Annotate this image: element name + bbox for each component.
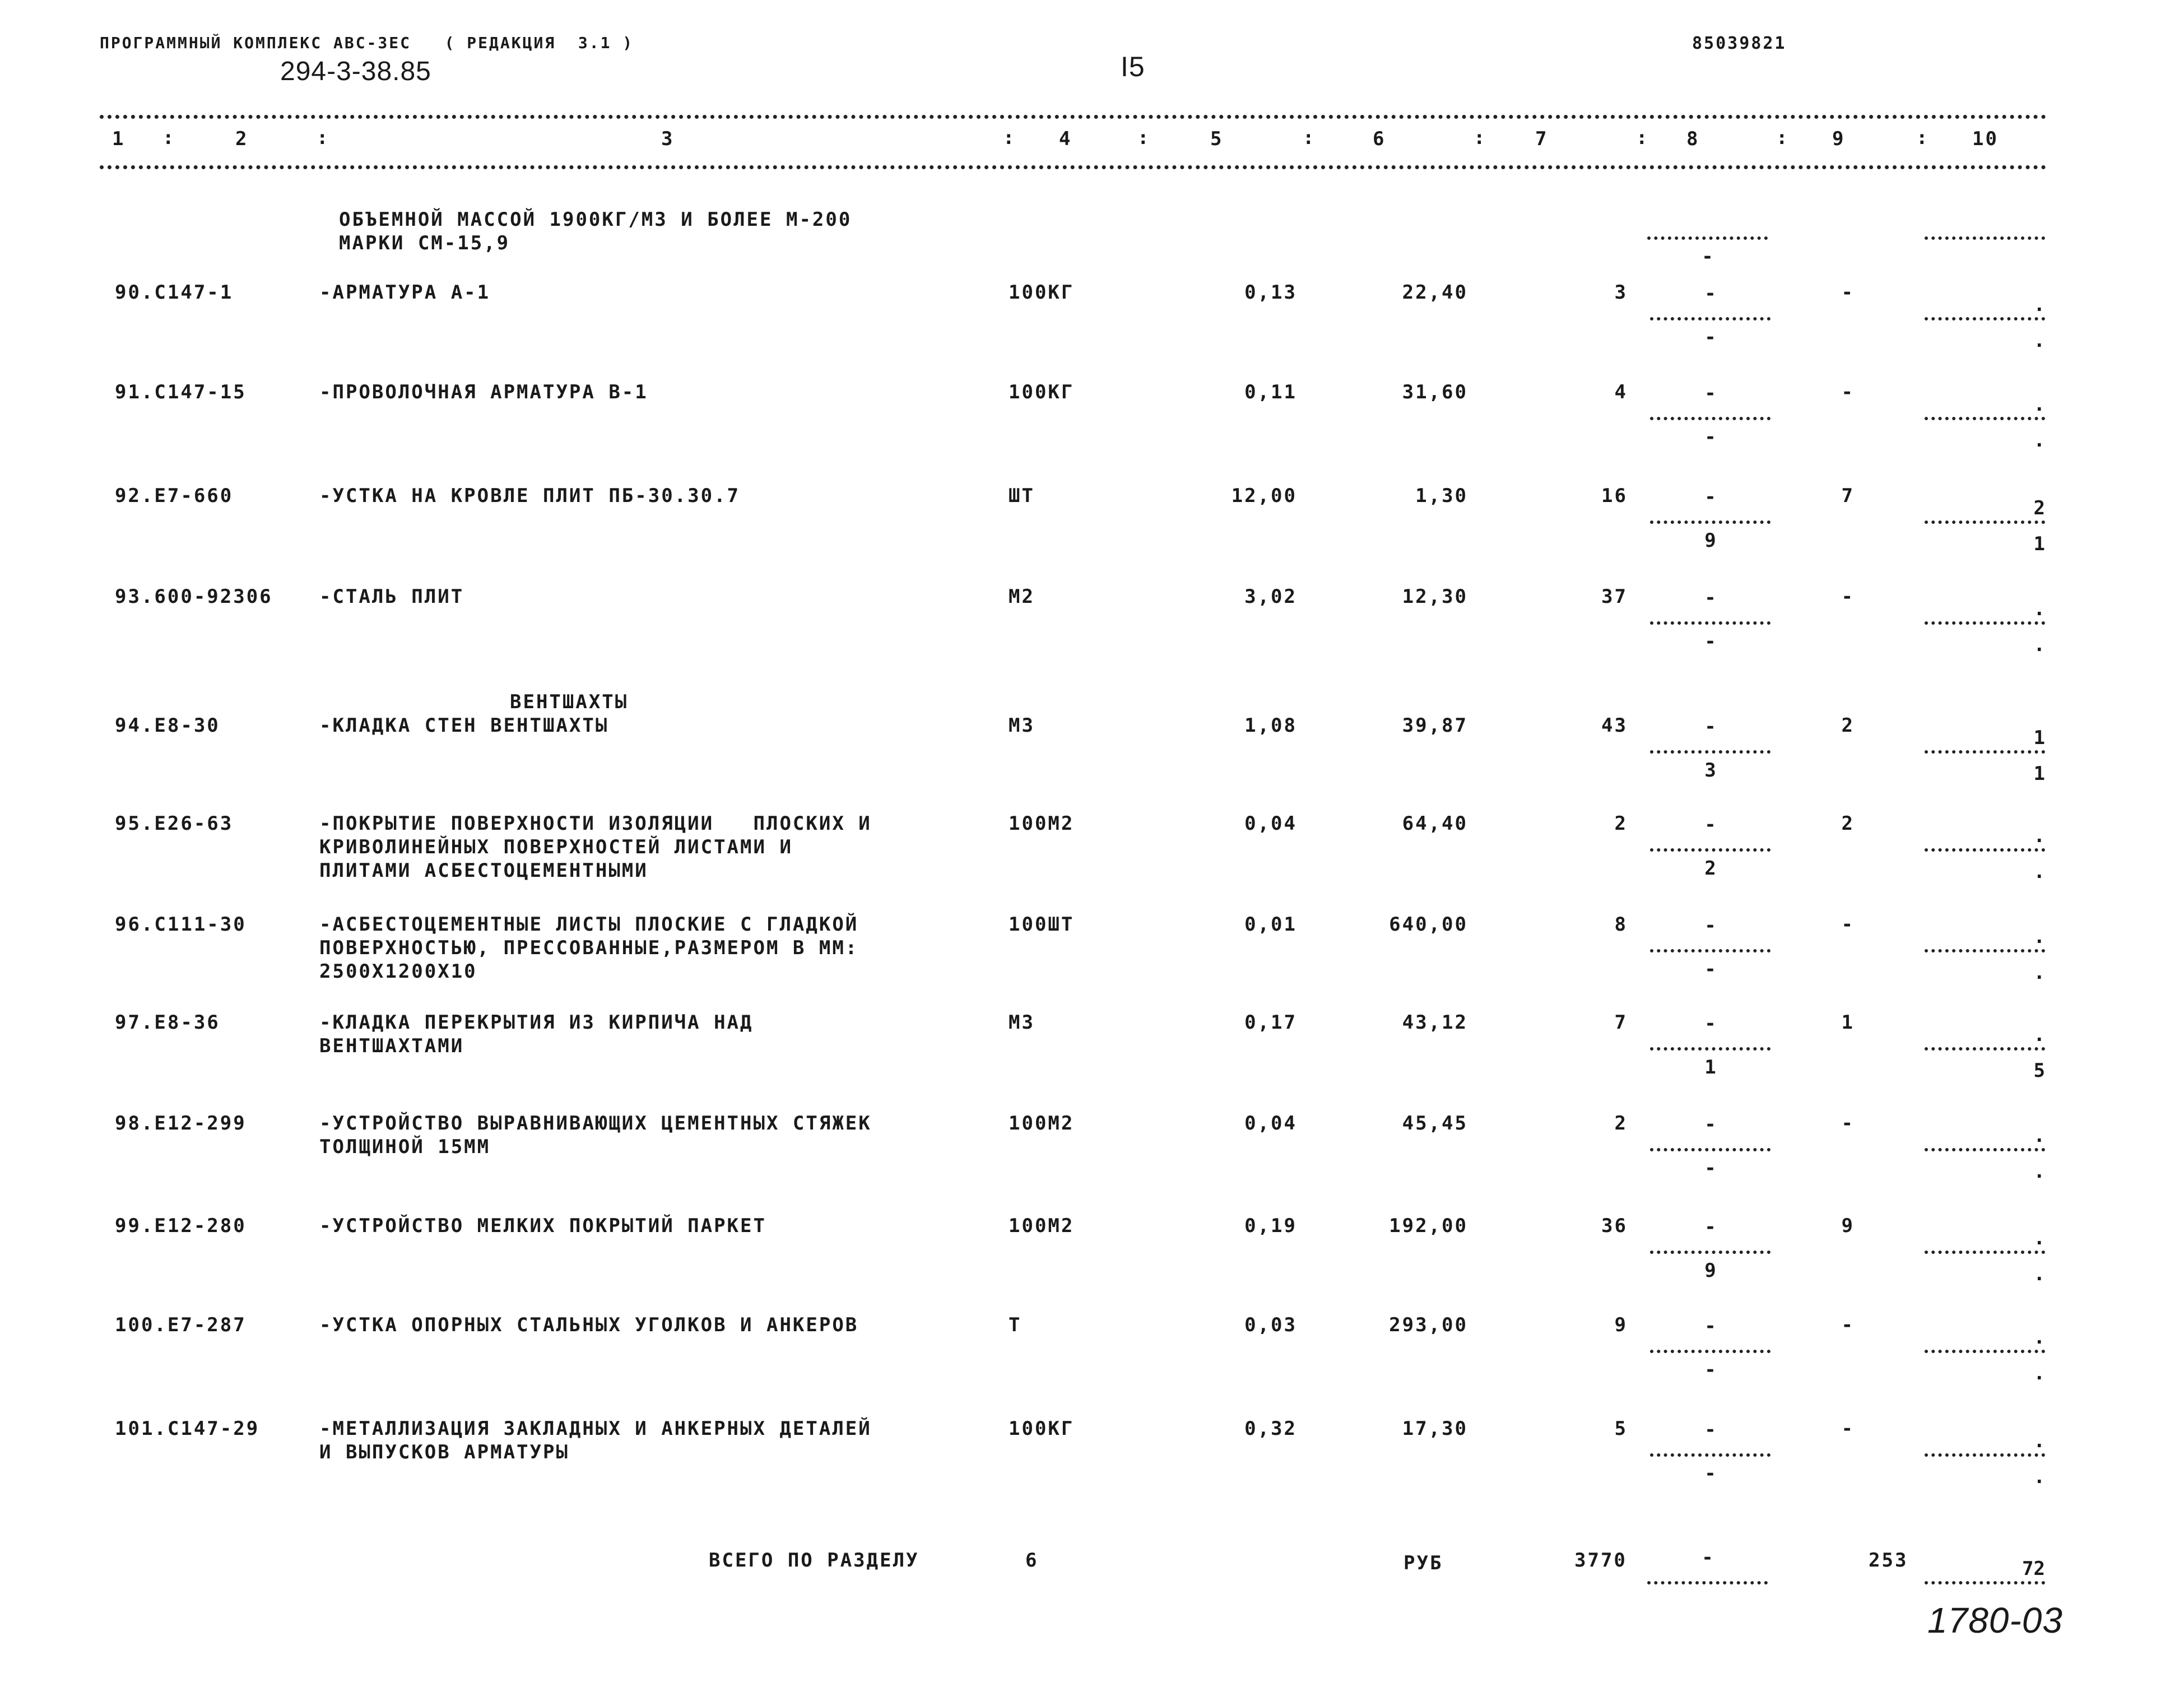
row-col10-bottom: . [2033,1466,2045,1488]
row-col8-fraction [1650,282,1771,355]
row-col7: 37 [1601,585,1628,608]
fraction-line [1925,848,2045,852]
column-separator: : [1916,127,1930,149]
row-description-line: ВЕНТШАХТАМИ [319,1035,464,1057]
row-description-line: -ПРОВОЛОЧНАЯ АРМАТУРА В-1 [319,381,648,403]
row-description-line: -УСТКА ОПОРНЫХ СТАЛЬНЫХ УГОЛКОВ И АНКЕРОВ [319,1314,859,1336]
fraction-line [1925,1148,2045,1151]
row-col8-top: - [1704,1216,1716,1238]
column-header-6: 6 [1373,128,1386,150]
row-code: 95.Е26-63 [115,812,234,835]
row-subheading: ВЕНТШАХТЫ [510,691,629,713]
row-col10-top: . [2033,1326,2045,1349]
row-col10-top: . [2033,1227,2045,1249]
row-description-line: -КЛАДКА СТЕН ВЕНТШАХТЫ [319,714,609,737]
row-col9: - [1841,381,1855,403]
row-unit: Т [1009,1314,1022,1336]
row-col10-bottom: . [2033,1263,2045,1285]
row-col7: 16 [1601,485,1628,507]
row-code: 94.Е8-30 [115,714,220,737]
column-header-7: 7 [1535,128,1549,150]
row-col10-fraction [1925,382,2045,455]
row-quantity: 0,32 [1244,1418,1297,1440]
total-col7: 3770 [1574,1549,1627,1572]
row-col8-fraction [1650,1113,1771,1186]
row-col10-bottom: 1 [2033,763,2045,785]
row-unit: 100КГ [1009,281,1075,304]
row-quantity: 12,00 [1231,485,1297,507]
row-col9: - [1841,585,1855,608]
row-description-line: ПОВЕРХНОСТЬЮ, ПРЕССОВАННЫЕ,РАЗМЕРОМ В ММ: [319,937,859,959]
row-col8-top: - [1704,1419,1716,1441]
fraction-line [1650,750,1771,754]
column-separator: : [317,127,330,149]
row-col10-top: . [2033,1430,2045,1452]
row-quantity: 0,04 [1244,812,1297,835]
row-col8-bottom: - [1704,326,1716,348]
row-col10-fraction [1925,914,2045,987]
doc-id: 85039821 [1692,34,1787,53]
column-header-1: 1 [112,128,126,150]
fraction-line [1650,520,1771,524]
row-description-line: -ПОКРЫТИЕ ПОВЕРХНОСТИ ИЗОЛЯЦИИ ПЛОСКИХ И [319,812,872,835]
fraction-line [1925,520,2045,524]
fraction-line [1925,317,2045,320]
handwritten-mark: 1780-03 [1927,1600,2063,1640]
row-col9: - [1841,1314,1855,1336]
row-col10-fraction [1925,715,2045,788]
column-header-5: 5 [1210,128,1224,150]
row-col10-fraction [1925,1315,2045,1388]
row-unit: 100ШТ [1009,913,1075,936]
row-col7: 2 [1614,1112,1628,1135]
row-col9: 2 [1841,812,1855,835]
row-quantity: 0,13 [1244,281,1297,304]
row-col9: 1 [1841,1011,1855,1034]
row-col9: - [1841,281,1855,304]
row-price: 640,00 [1389,913,1468,936]
row-col9: - [1841,913,1855,936]
row-col10-bottom: . [2033,1362,2045,1384]
row-col8-bottom: 2 [1704,857,1716,880]
row-unit: 100М2 [1009,1112,1075,1135]
row-price: 64,40 [1402,812,1468,835]
row-code: 92.Е7-660 [115,485,234,507]
total-col10: 72 [1925,1546,2045,1619]
row-col8-bottom: 1 [1704,1056,1716,1079]
row-col8-fraction [1650,1315,1771,1388]
row-col7: 7 [1614,1011,1628,1034]
row-code: 97.Е8-36 [115,1011,220,1034]
row-unit: ШТ [1009,485,1035,507]
row-code: 100.Е7-287 [115,1314,247,1336]
row-col10-top: . [2033,598,2045,620]
row-col8-fraction [1650,1216,1771,1289]
row-col7: 9 [1614,1314,1628,1336]
row-unit: 100КГ [1009,1418,1075,1440]
row-col7: 2 [1614,812,1628,835]
column-header-10: 10 [1972,128,1999,150]
row-quantity: 0,04 [1244,1112,1297,1135]
row-unit: 100М2 [1009,1215,1075,1237]
row-description-line: И ВЫПУСКОВ АРМАТУРЫ [319,1441,569,1463]
fraction-line [1650,949,1771,952]
row-col8-bottom: - [1704,958,1716,980]
fraction-line [1925,1047,2045,1051]
row-col10-fraction [1925,1012,2045,1085]
row-col8-bottom: - [1704,1157,1716,1179]
row-col8-fraction [1650,382,1771,455]
row-col9: - [1841,1112,1855,1135]
column-separator: : [1303,127,1316,149]
column-separator: : [1137,127,1151,149]
column-separator: : [1636,127,1649,149]
row-col10-bottom: . [2033,1160,2045,1183]
row-col10-top: 2 [2033,497,2045,519]
column-header-8: 8 [1686,128,1700,150]
row-col10-fraction [1925,587,2045,659]
row-code: 91.С147-15 [115,381,247,403]
row-price: 45,45 [1402,1112,1468,1135]
row-col8-bottom: - [1704,426,1716,448]
row-col7: 3 [1614,281,1628,304]
row-quantity: 0,17 [1244,1011,1297,1034]
row-col8-fraction [1650,587,1771,659]
row-col8-bottom: - [1704,1462,1716,1485]
row-unit: М2 [1009,585,1035,608]
row-col10-bottom: . [2033,861,2045,883]
row-col8-top: - [1704,587,1716,609]
row-col10-top: 1 [2033,727,2045,749]
row-description-line: ТОЛЩИНОЙ 15ММ [319,1136,491,1158]
row-col8-bottom: - [1704,1359,1716,1381]
row-code: 93.600-92306 [115,585,273,608]
column-header-9: 9 [1832,128,1846,150]
row-col10-bottom: . [2033,634,2045,656]
row-col7: 43 [1601,714,1628,737]
row-col8-fraction [1650,814,1771,886]
row-col9: 9 [1841,1215,1855,1237]
row-col8-bottom: 9 [1704,1260,1716,1282]
row-price: 293,00 [1389,1314,1468,1336]
row-price: 17,30 [1402,1418,1468,1440]
fraction-line [1650,1350,1771,1353]
total-section: 6 [1025,1549,1039,1572]
row-col8-bottom: 3 [1704,759,1716,782]
row-col9: - [1841,1418,1855,1440]
column-separator: : [1003,127,1016,149]
row-col8-top: - [1704,1315,1716,1337]
row-col10-fraction [1925,282,2045,355]
row-price: 192,00 [1389,1215,1468,1237]
row-col9: 2 [1841,714,1855,737]
row-col10-top: . [2033,294,2045,316]
row-code: 99.Е12-280 [115,1215,247,1237]
section-note-line-1: ОБЪЕМНОЙ МАССОЙ 1900КГ/М3 И БОЛЕЕ М-200 [339,208,852,231]
row-col8-fraction [1650,715,1771,788]
row-col8-top: - [1704,282,1716,305]
fraction-line [1650,417,1771,420]
row-col8-fraction [1650,914,1771,987]
row-description-line: КРИВОЛИНЕЙНЫХ ПОВЕРХНОСТЕЙ ЛИСТАМИ И [319,836,793,858]
total-col8: - [1647,1546,1768,1619]
column-header-4: 4 [1059,128,1072,150]
row-description-line: -МЕТАЛЛИЗАЦИЯ ЗАКЛАДНЫХ И АНКЕРНЫХ ДЕТАЛЕЙ [319,1418,872,1440]
total-col9: 253 [1869,1549,1908,1572]
row-col8-top: - [1704,486,1716,508]
row-col10-bottom: . [2033,429,2045,452]
row-description-line: -УСТКА НА КРОВЛЕ ПЛИТ ПБ-30.30.7 [319,485,741,507]
row-code: 96.С111-30 [115,913,247,936]
row-col10-bottom: . [2033,329,2045,352]
fraction-line [1925,1350,2045,1353]
row-col8-bottom: 9 [1704,529,1716,552]
row-price: 12,30 [1402,585,1468,608]
row-col10-fraction [1925,1419,2045,1491]
row-quantity: 0,19 [1244,1215,1297,1237]
row-description-line: -УСТРОЙСТВО ВЫРАВНИВАЮЩИХ ЦЕМЕНТНЫХ СТЯЖЕК [319,1112,872,1135]
row-code: 90.С147-1 [115,281,234,304]
fraction-line [1925,417,2045,420]
row-unit: М3 [1009,1011,1035,1034]
row-col10-bottom: 1 [2033,533,2045,555]
row-unit: 100КГ [1009,381,1075,403]
row-col10-top: . [2033,825,2045,847]
fraction-line [1925,1453,2045,1457]
row-col7: 36 [1601,1215,1628,1237]
row-quantity: 0,03 [1244,1314,1297,1336]
row-col10-fraction [1925,486,2045,559]
fraction-line [1925,949,2045,952]
row-col8-top: - [1704,914,1716,937]
page-number: I5 [1121,51,1145,82]
row-description-line: -СТАЛЬ ПЛИТ [319,585,464,608]
row-col8-fraction [1650,1012,1771,1085]
row-price: 1,30 [1415,485,1468,507]
row-code: 101.С147-29 [115,1418,260,1440]
fraction-line [1925,621,2045,625]
fraction-line [1650,317,1771,320]
row-description-line: -УСТРОЙСТВО МЕЛКИХ ПОКРЫТИЙ ПАРКЕТ [319,1215,766,1237]
row-col10-top: . [2033,1024,2045,1046]
row-col10-bottom: . [2033,961,2045,984]
row-quantity: 3,02 [1244,585,1297,608]
row-quantity: 0,01 [1244,913,1297,936]
row-unit: М3 [1009,714,1035,737]
column-header-3: 3 [661,128,675,150]
row-description-line: -КЛАДКА ПЕРЕКРЫТИЯ ИЗ КИРПИЧА НАД [319,1011,754,1034]
row-quantity: 0,11 [1244,381,1297,403]
section-note-col10-dash [1925,202,2045,275]
row-col8-top: - [1704,1113,1716,1136]
fraction-line [1650,1047,1771,1051]
row-code: 98.Е12-299 [115,1112,247,1135]
row-col8-bottom: - [1704,630,1716,653]
row-col10-fraction [1925,814,2045,886]
row-col10-top: . [2033,1124,2045,1147]
row-quantity: 1,08 [1244,714,1297,737]
row-price: 22,40 [1402,281,1468,304]
row-description-line: -АСБЕСТОЦЕМЕНТНЫЕ ЛИСТЫ ПЛОСКИЕ С ГЛАДКОЙ [319,913,859,936]
fraction-line [1650,848,1771,852]
row-col8-fraction [1650,1419,1771,1491]
fraction-line [1650,1251,1771,1254]
row-description-line: ПЛИТАМИ АСБЕСТОЦЕМЕНТНЫМИ [319,859,648,882]
fraction-line [1650,1148,1771,1151]
row-col10-fraction [1925,1216,2045,1289]
total-label: ВСЕГО ПО РАЗДЕЛУ [709,1549,919,1572]
row-col8-top: - [1704,382,1716,405]
doc-code: 294-3-38.85 [280,57,431,86]
row-col8-top: - [1704,814,1716,836]
fraction-line [1650,1453,1771,1457]
row-description-line: -АРМАТУРА А-1 [319,281,491,304]
total-currency: РУБ [1404,1552,1443,1574]
row-col8-fraction [1650,486,1771,559]
section-note-line-2: МАРКИ СМ-15,9 [339,232,510,254]
column-separator: : [1776,127,1790,149]
fraction-line [1925,750,2045,754]
row-col8-top: - [1704,715,1716,738]
row-col7: 4 [1614,381,1628,403]
fraction-line [1650,621,1771,625]
program-line: ПРОГРАММНЫЙ КОМПЛЕКС АВС-3ЕС ( РЕДАКЦИЯ 3.1 ) [100,34,634,52]
column-header-2: 2 [235,128,249,150]
row-price: 43,12 [1402,1011,1468,1034]
row-col10-top: . [2033,926,2045,948]
row-col7: 5 [1614,1418,1628,1440]
fraction-line [1925,1251,2045,1254]
header-rule-bottom [100,165,2047,169]
row-col7: 8 [1614,913,1628,936]
row-col9: 7 [1841,485,1855,507]
row-description-line: 2500Х1200Х10 [319,960,477,983]
row-col8-top: - [1704,1012,1716,1035]
section-note-col8-dash: - [1647,202,1768,275]
header-rule-top [100,115,2047,119]
row-price: 31,60 [1402,381,1468,403]
column-separator: : [1474,127,1487,149]
row-col10-fraction [1925,1113,2045,1186]
row-price: 39,87 [1402,714,1468,737]
row-unit: 100М2 [1009,812,1075,835]
column-separator: : [162,127,176,149]
row-col10-bottom: 5 [2033,1059,2045,1082]
row-col10-top: . [2033,393,2045,416]
